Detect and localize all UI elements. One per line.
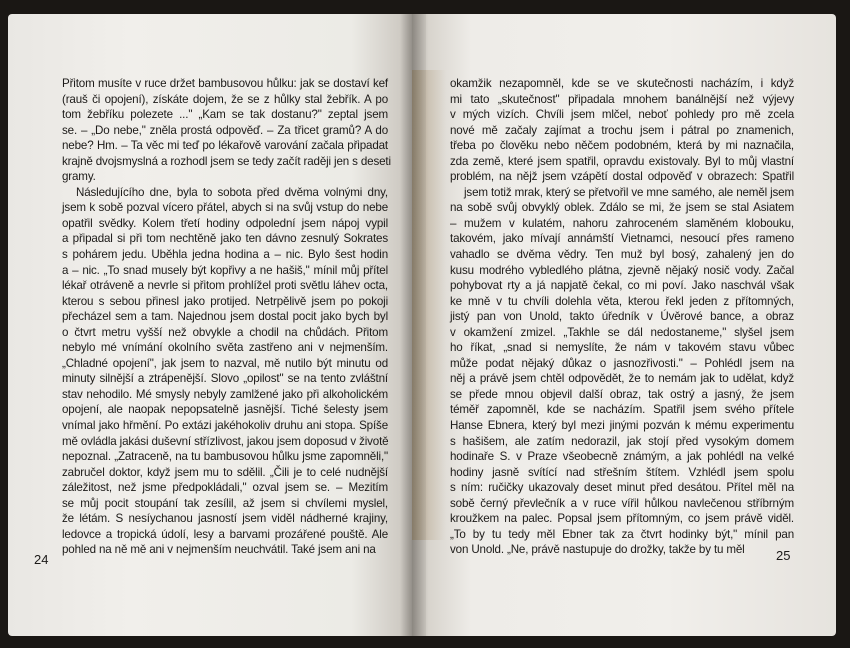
text-line: kusu modrého vybledlého plátna, zjevně nějaký nosič vody. Začal — [450, 263, 794, 277]
text-line: nebylo mé vnímání okolního světa zastřeno ani v nejmenším. — [62, 341, 388, 355]
text-line: v okamžení zmizel. „Takhle se dál nedostaneme," slyšel jsem — [450, 325, 794, 339]
text-line: něj a právě jsem chtěl odpovědět, že to nemám jak to udělat, když — [450, 372, 794, 386]
text-line: (rauš či opojení), získáte dojem, že se z hůlky stal žebřík. A po — [62, 92, 388, 106]
text-line: vnímal jako hřmění. Po extázi jakéhokoliv druhu ani stopa. Spíše — [62, 419, 388, 433]
left-page — [8, 14, 412, 636]
left-page-text — [62, 76, 391, 558]
text-line: nepoznal. „Zatraceně, na tu bambusovou hůlku jsme zapomněli," — [62, 450, 388, 464]
text-line: zabručel doktor, když jsem mu to sdělil. „Čili je to celé nudnější — [62, 465, 388, 479]
text-line: hodinaře S. v Praze všeobecně známým, a jak pohlédl na velké — [450, 450, 794, 464]
text-line: problém, na nějž jsem vzápětí dostal odpověď v obrazech: Spatřil — [450, 170, 794, 184]
text-line: na sobě svůj obvyklý oblek. Zdálo se mi, že jsem se stal Asiatem — [450, 201, 794, 215]
text-line: záležitost, než jsme předpokládali," ozval jsem se. – Mezitím — [62, 481, 388, 495]
text-line: opatřil svědky. Kolem třetí hodiny odpolední jsem nápoj vypil — [62, 216, 388, 230]
text-line: Následujícího dne, byla to sobota před dvěma volnými dny, — [76, 185, 388, 199]
text-line: von Unold. „Ne, právě nastupuje do drožky, takže by tu měl — [450, 543, 745, 557]
text-line: s ním: ručičky ukazovaly deset minut před desátou. Přítel měl na — [450, 481, 794, 495]
text-line: lékař otráveně a nevrle si přitom prohlížel proti světlu láhev octa, — [62, 279, 388, 293]
text-line: jsem totiž mrak, který se přetvořil ve mne samého, ale neměl jsem — [464, 185, 794, 199]
text-line: hodiny jasně svítící nad střešním štítem. Vzhlédl jsem spolu — [450, 465, 794, 479]
text-line: takovém, jako mívají annámští Vietnamci, nesoucí přes rameno — [450, 232, 794, 246]
text-line: že létám. S nesíychanou jasností jsem viděl nádherné krajiny, — [62, 512, 388, 526]
text-line: Přitom musíte v ruce držet bambusovou hůlku: jak se dostaví kef — [62, 77, 388, 90]
text-line: se přede mnou objevil další obraz, tak ostrý a jasný, že jsem — [450, 387, 794, 401]
text-line: – mužem v kulatém, nahoru zahroceném slaměném klobouku, — [450, 216, 794, 230]
text-line: ledovce a tropická údolí, lesy a barvami prozářené pouště. Ale — [62, 527, 388, 541]
text-line: mě ovládla jakási duševní střízlivost, jakou jsem doposud v životě — [62, 434, 389, 448]
text-line: kterou s sebou přinesl jako protijed. Netrpělivě jsem po pokoji — [62, 294, 388, 308]
text-line: krajně dvojsmyslná a rozhodl jsem se tedy začít raději jen s deseti — [62, 154, 391, 168]
text-line: nové mě začaly zajímat a trochu jsem i pátral po znamenich, — [450, 123, 794, 137]
text-line: zda země, které jsem spatřil, opravdu existovaly. Byl to můj vlastní — [450, 154, 794, 168]
text-line: mi tato „skutečnost" připadala mnohem banálnější než výjevy — [450, 92, 794, 106]
text-line: třeba po člověku nebo něčem podobném, která by mi naznačila, — [450, 139, 794, 153]
text-line: jistý pan von Unold, takto úředník v Úvěrové bance, a obraz — [450, 310, 794, 324]
text-line: s hašišem, ale zatím nedorazil, jak stojí před vysokým domem — [450, 434, 794, 448]
text-line: může podat nějaký důkaz o jasnozřivosti." – Pohlédl jsem na — [450, 356, 794, 370]
text-line: „Chladné opojení", jak jsem to nazval, mě nutilo být minutu od — [62, 356, 388, 370]
text-line: kroužkem na palec. Popsal jsem přítomným, co jsem právě viděl. — [450, 512, 794, 526]
text-line: se. – „Do nebe," zněla prostá odpověď. – Za třicet gramů? A do — [62, 123, 388, 137]
text-line: o čtvrt metru vyšší než obvykle a chodil na chůdách. Přitom — [62, 325, 388, 339]
text-line: tom žebříku polezete ..." „Kam se tak dostanu?" zeptal jsem — [62, 108, 388, 122]
text-line: jsem k sobě pozval vícero přátel, abych si na svůj vstup do nebe — [62, 201, 388, 215]
text-line: a připadal si při tom nechtěně jako ten dávno zesnulý Sokrates — [62, 232, 388, 246]
text-line: nebe? Hm. – Ta věc mi teď po lékařově varování začala připadat — [62, 139, 388, 153]
text-line: vahadlo se dvěma vědry. Ten muž byl bosý, zahalený jen do — [450, 248, 794, 262]
text-line: ke mně v tu chvíli dolehla věta, kterou řekl jeden z přítomných, — [450, 294, 794, 308]
text-line: Hanse Ebnera, který byl mezi jinými pozván k mému experimentu — [450, 419, 794, 433]
left-page-number: 24 — [34, 552, 49, 567]
text-line: sobě černý převlečník a v ruce vířil hůlkou navlečenou stříbrným — [450, 496, 794, 510]
text-line: téměř zapomněl, kde se nacházím. Spatřil jsem svého přítele — [450, 403, 794, 417]
text-line: pohybovat rty a já napjatě čekal, co mi poví. Jako naschvál však — [450, 279, 794, 293]
right-page-number: 25 — [776, 548, 791, 563]
text-line: s pohárem jedu. Uběhla jedna hodina a – nic. Bylo šest hodin — [62, 248, 388, 262]
text-line: přecházel sem a tam. Najednou jsem dostal pocit jako bych byl — [62, 310, 388, 324]
text-line: stav nehodilo. Mé smysly nebyly zamlžené jako při alkoholickém — [62, 387, 388, 401]
text-line: pohled na ně mě ani v nejmenším neuchvátil. Také jsem ani na — [62, 543, 376, 557]
text-line: okamžik nezapomněl, kde se ve skutečnosti nacházím, i když — [450, 77, 794, 90]
text-line: a – nic. „To snad musely být kopřivy a ne hašiš," mínil můj přítel — [62, 263, 388, 277]
right-page-text — [450, 76, 794, 558]
text-line: ho říkat, „snad si nemyslíte, že nám v takovém stavu vůbec — [450, 341, 794, 355]
text-line: opojení, ale naopak nepopsatelně jasnější. Tiché šelesty jsem — [62, 403, 388, 417]
text-line: gramy. — [62, 170, 96, 184]
right-page — [412, 14, 836, 636]
text-line: minuty silnější a ztrápenější. Slovo „opilost" se na tento zvláštní — [62, 372, 388, 386]
text-line: se můj pocit stoupání tak zesílil, až jsem si chvílemi myslel, — [62, 496, 388, 510]
text-line: „To by tu tedy měl Ebner tak za čtvrt hodinky být," mínil pan — [450, 527, 794, 541]
text-line: v mých vizích. Chvíli jsem mlčel, neboť pohledy pro mě zcela — [450, 108, 794, 122]
